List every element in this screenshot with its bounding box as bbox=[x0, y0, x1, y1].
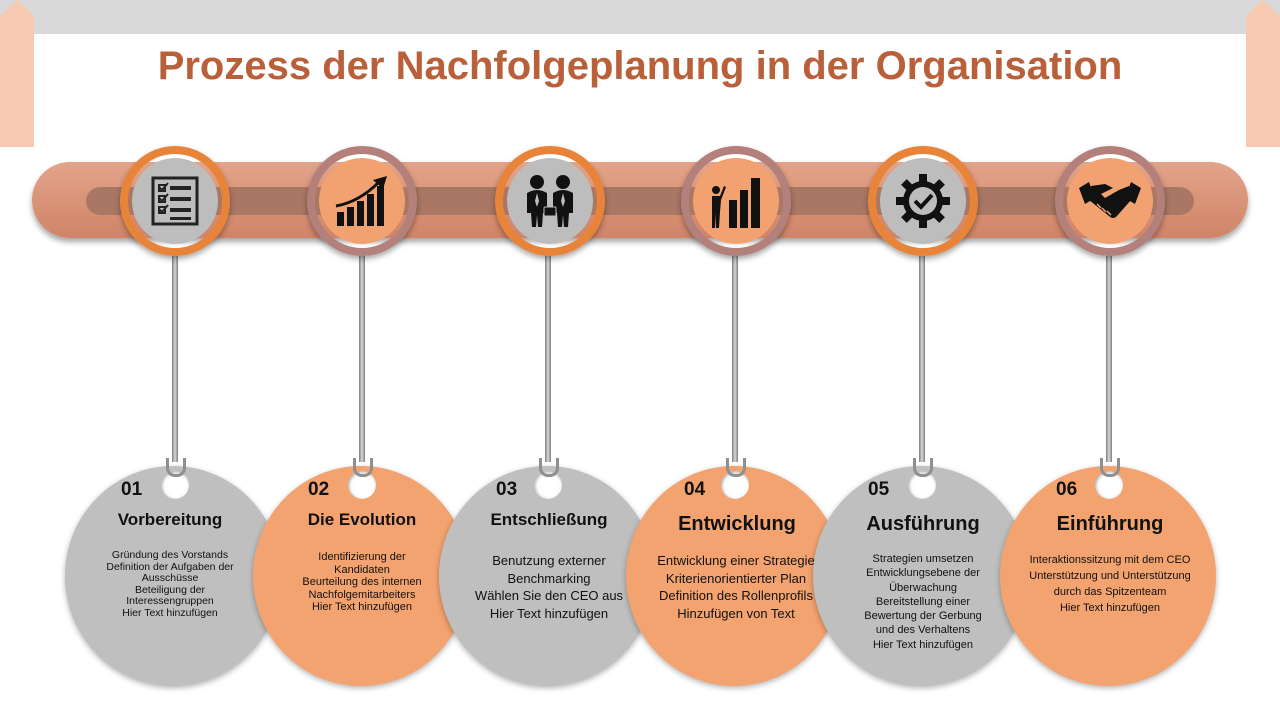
person-bar-chart-icon bbox=[707, 172, 765, 230]
hanging-string-3 bbox=[545, 252, 551, 462]
step-1-line-1: Gründung des Vorstands bbox=[111, 549, 229, 561]
step-1-hook bbox=[166, 458, 186, 477]
step-3-title: Entschließung bbox=[490, 510, 608, 529]
gear-check-icon bbox=[894, 172, 952, 230]
top-banner bbox=[0, 0, 1280, 34]
step-6-icon-ring bbox=[1055, 146, 1165, 256]
step-2-line-2: Kandidaten bbox=[334, 563, 390, 576]
step-1-title: Vorbereitung bbox=[117, 510, 223, 529]
right-corner-tab-tip bbox=[1246, 0, 1280, 16]
business-people-icon bbox=[521, 173, 579, 229]
step-4-title: Entwicklung bbox=[678, 513, 796, 535]
step-3-line-1: Benutzung externer bbox=[492, 553, 606, 568]
step-4-icon-ring bbox=[681, 146, 791, 256]
step-3-line-3: Wählen Sie den CEO aus bbox=[474, 588, 624, 603]
step-3-line-2: Benchmarking bbox=[507, 570, 591, 586]
step-1-icon-ring bbox=[120, 146, 230, 256]
step-3-icon-ring bbox=[495, 146, 605, 256]
step-5-hook bbox=[913, 458, 933, 477]
step-5-line-6: und des Verhaltens bbox=[875, 624, 971, 637]
page-title: Prozess der Nachfolgeplanung in der Organisation bbox=[157, 44, 1123, 88]
step-3-description bbox=[449, 552, 649, 622]
step-2-title: Die Evolution bbox=[307, 510, 417, 529]
process-band-groove bbox=[86, 187, 1194, 215]
step-2-icon-ring bbox=[307, 146, 417, 256]
step-2-line-1: Identifizierung der bbox=[318, 551, 406, 563]
step-1-line-5: Interessengruppen bbox=[126, 595, 214, 607]
hanging-string-2 bbox=[359, 252, 365, 462]
step-5-line-7: Hier Text hinzufügen bbox=[872, 638, 974, 651]
step-5-title: Ausführung bbox=[866, 513, 980, 535]
step-6-description bbox=[1008, 552, 1212, 616]
step-5-icon-ring bbox=[868, 146, 978, 256]
step-1-description bbox=[70, 550, 270, 619]
step-6-number: 06 bbox=[1056, 479, 1078, 500]
step-5-number: 05 bbox=[868, 479, 890, 500]
step-6-line-1: Interaktionssitzung mit dem CEO bbox=[1029, 554, 1191, 566]
step-5-description bbox=[823, 552, 1023, 652]
step-4-number: 04 bbox=[684, 479, 706, 500]
step-3-hook bbox=[539, 458, 559, 477]
step-5-line-1: Strategien umsetzen bbox=[872, 553, 974, 565]
step-2-line-4: Nachfolgemitarbeiters bbox=[308, 588, 416, 601]
step-6-hook bbox=[1100, 458, 1120, 477]
handshake-icon bbox=[1079, 178, 1141, 224]
step-6-line-3: durch das Spitzenteam bbox=[1053, 586, 1167, 598]
hanging-string-4 bbox=[732, 252, 738, 462]
step-4-line-1: Entwicklung einer Strategie bbox=[657, 553, 815, 568]
step-5-line-3: Überwachung bbox=[889, 581, 957, 594]
step-4-description bbox=[636, 552, 836, 622]
step-3-number: 03 bbox=[496, 479, 518, 500]
step-2-number: 02 bbox=[308, 479, 330, 500]
step-1-line-6: Hier Text hinzufügen bbox=[122, 606, 218, 619]
step-4-line-2: Kriterienorientierter Plan bbox=[665, 570, 807, 586]
step-3-line-4: Hier Text hinzufügen bbox=[489, 605, 609, 621]
growth-chart-icon bbox=[333, 174, 391, 228]
step-1-line-4: Beteiligung der bbox=[134, 583, 206, 596]
step-2-description bbox=[262, 551, 462, 614]
step-5-line-5: Bewertung der Gerbung bbox=[864, 610, 982, 623]
step-2-line-5: Hier Text hinzufügen bbox=[311, 601, 413, 613]
step-4-hook bbox=[726, 458, 746, 477]
hanging-string-5 bbox=[919, 252, 925, 462]
step-4-line-4: Hinzufügen von Text bbox=[677, 605, 795, 621]
step-6-line-4: Hier Text hinzufügen bbox=[1059, 602, 1161, 614]
left-corner-tab-tip bbox=[0, 0, 34, 16]
step-6-line-2: Unterstützung und Unterstützung bbox=[1029, 570, 1191, 582]
step-5-line-4: Bereitstellung einer bbox=[875, 595, 971, 608]
step-5-line-2: Entwicklungsebene der bbox=[866, 567, 980, 580]
step-6-title: Einführung bbox=[1056, 513, 1164, 535]
hanging-string-6 bbox=[1106, 252, 1112, 462]
step-2-hook bbox=[353, 458, 373, 477]
step-1-number: 01 bbox=[121, 479, 143, 500]
step-2-line-3: Beurteilung des internen bbox=[302, 576, 422, 588]
step-1-line-2: Definition der Aufgaben der bbox=[106, 560, 234, 573]
step-4-line-3: Definition des Rollenprofils bbox=[659, 588, 813, 603]
step-1-line-3: Ausschüsse bbox=[141, 572, 199, 584]
hanging-string-1 bbox=[172, 252, 178, 462]
checklist-icon bbox=[149, 175, 201, 227]
